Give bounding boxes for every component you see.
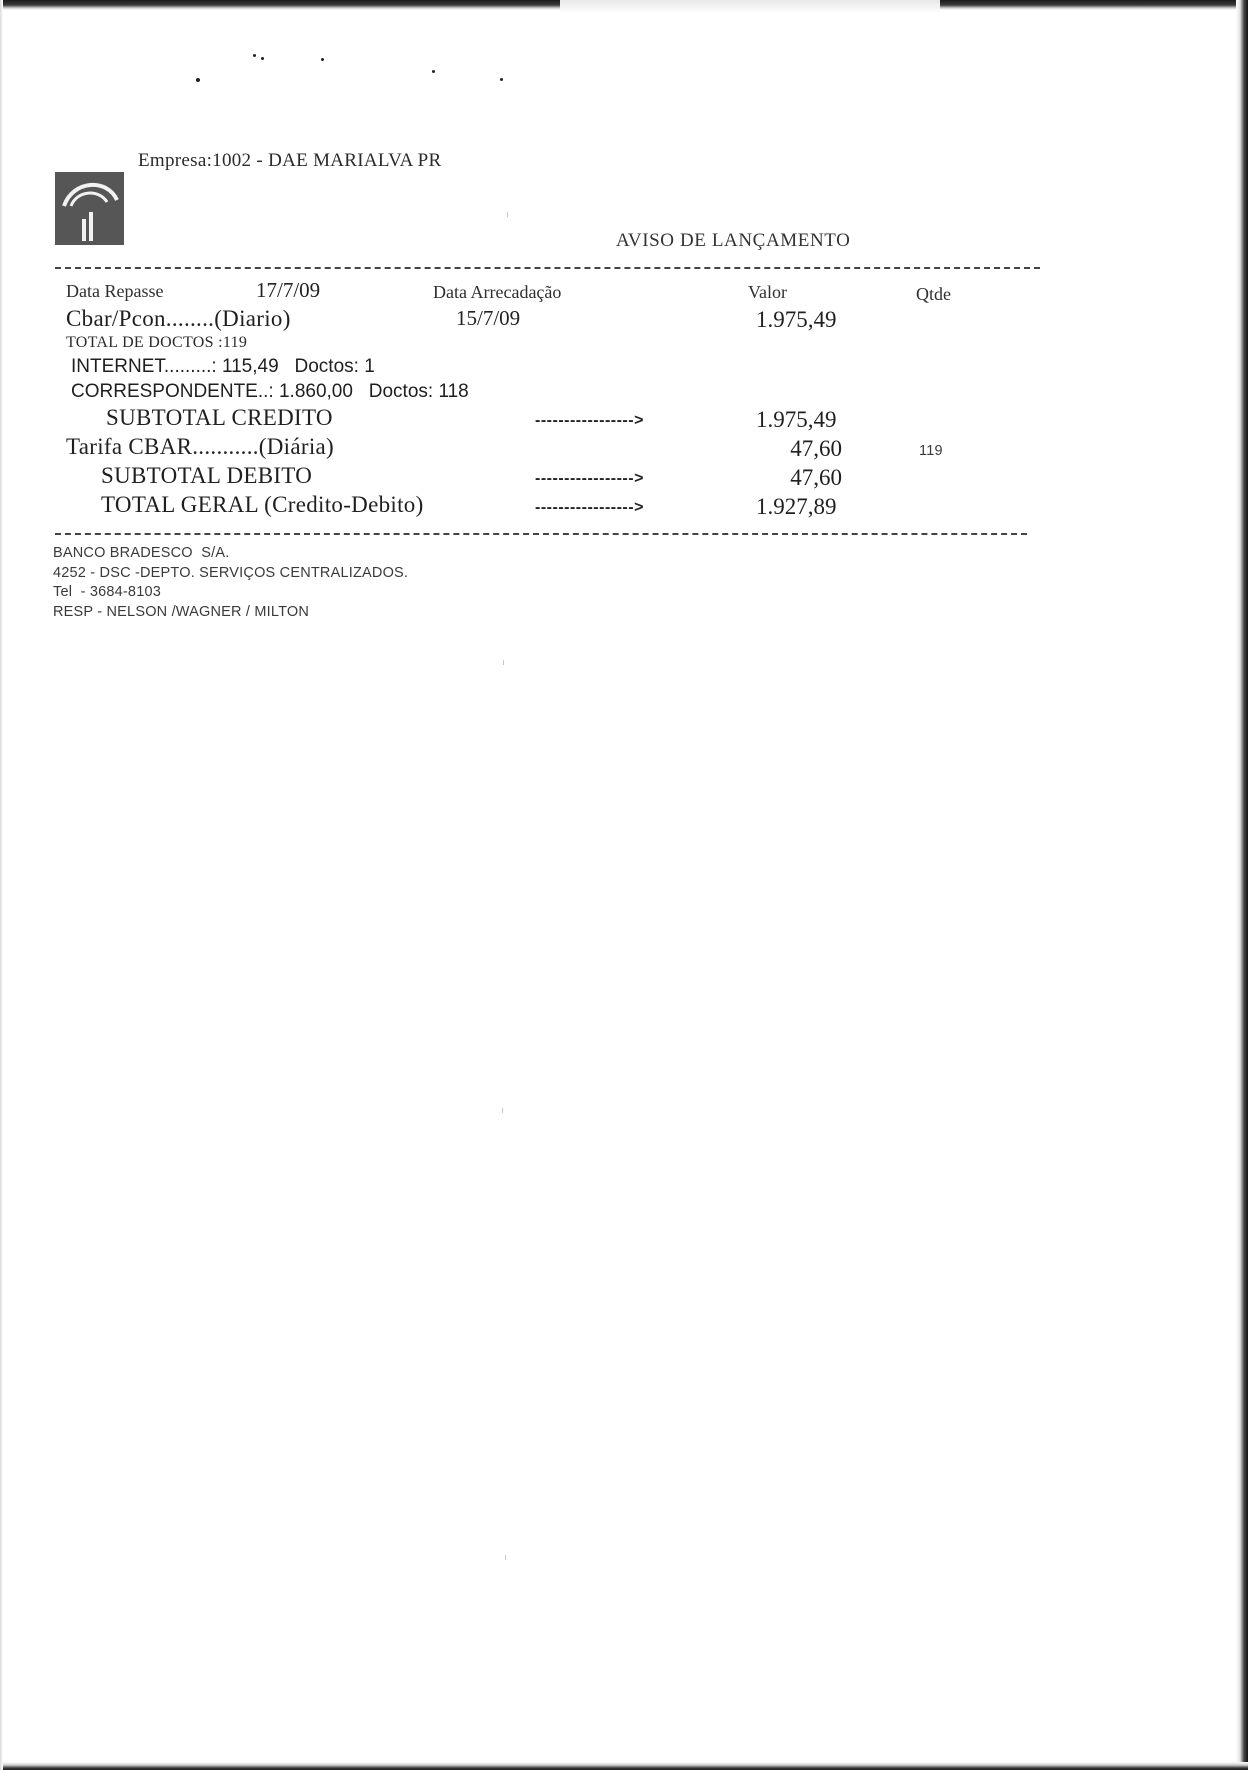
tarifa-cbar-label: Tarifa CBAR...........(Diária) [66, 434, 334, 459]
cbar-pcon-valor: 1.975,49 [756, 307, 837, 332]
data-arrecadacao-label: Data Arrecadação [433, 282, 562, 302]
tarifa-cbar-qtde: 119 [919, 443, 943, 459]
scan-speck [500, 78, 503, 81]
footer-department: 4252 - DSC -DEPTO. SERVIÇOS CENTRALIZADOS. [53, 565, 409, 581]
subtotal-credito-arrow: -----------------> [535, 412, 644, 429]
data-repasse-value: 17/7/09 [256, 278, 321, 302]
internet-line: INTERNET.........: 115,49 Doctos: 1 [71, 356, 375, 377]
scan-speck [432, 70, 435, 73]
footer-phone: Tel - 3684-8103 [53, 584, 161, 600]
scan-speck [321, 58, 324, 61]
cbar-pcon-label: Cbar/Pcon........(Diario) [66, 306, 291, 331]
total-geral-valor: 1.927,89 [756, 494, 837, 519]
bradesco-logo-icon [55, 172, 124, 245]
document-title: AVISO DE LANÇAMENTO [616, 230, 851, 251]
divider-bottom [55, 533, 1027, 535]
data-repasse-label: Data Repasse [66, 281, 164, 301]
company-name: Empresa:1002 - DAE MARIALVA PR [138, 150, 442, 171]
scan-edge-left [0, 0, 3, 1770]
scan-mark [503, 660, 504, 665]
footer-responsible: RESP - NELSON /WAGNER / MILTON [53, 604, 310, 620]
qtde-column-header: Qtde [916, 284, 951, 304]
subtotal-debito-label: SUBTOTAL DEBITO [101, 463, 313, 488]
scan-mark [502, 1108, 503, 1113]
scan-speck [196, 78, 200, 82]
correspondente-line: CORRESPONDENTE..: 1.860,00 Doctos: 118 [71, 381, 469, 402]
subtotal-debito-valor: 47,60 [790, 465, 842, 490]
scan-speck [261, 57, 264, 60]
scan-mark [505, 1555, 506, 1560]
scan-edge-top [0, 0, 1248, 10]
scan-edge-right [1236, 0, 1248, 1770]
scan-mark [507, 212, 508, 217]
total-geral-label: TOTAL GERAL (Credito-Debito) [101, 492, 424, 517]
scan-speck [253, 54, 256, 57]
footer-bank-name: BANCO BRADESCO S/A. [53, 545, 230, 561]
data-arrecadacao-value: 15/7/09 [456, 306, 521, 330]
total-doctos: TOTAL DE DOCTOS :119 [66, 334, 248, 351]
tarifa-cbar-valor: 47,60 [790, 436, 842, 461]
total-geral-arrow: -----------------> [535, 499, 644, 516]
subtotal-credito-valor: 1.975,49 [756, 407, 837, 432]
scan-edge-bottom [0, 1762, 1248, 1770]
valor-column-header: Valor [748, 282, 787, 302]
divider-top [55, 267, 1040, 269]
subtotal-credito-label: SUBTOTAL CREDITO [106, 405, 333, 430]
subtotal-debito-arrow: -----------------> [535, 470, 644, 487]
